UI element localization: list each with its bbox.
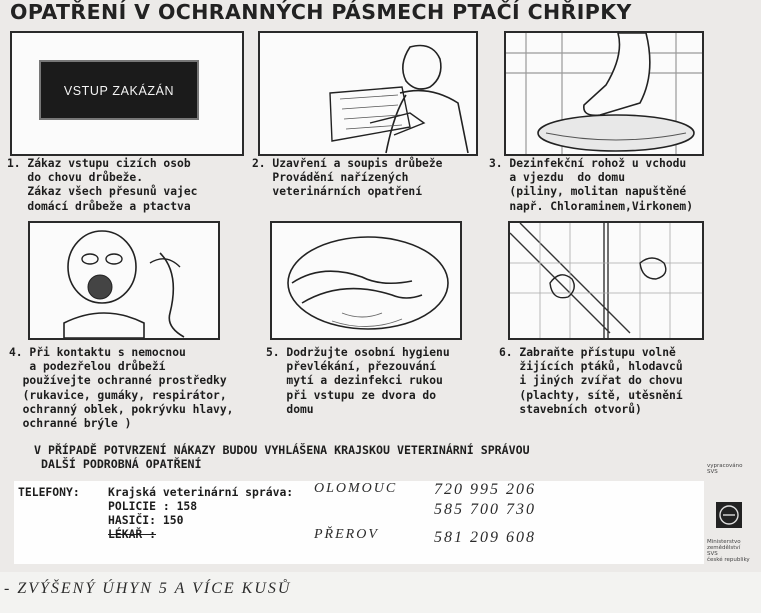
handwritten-note-area bbox=[0, 574, 761, 613]
handwritten-phone-2: 585 700 730 bbox=[434, 501, 536, 518]
bird-barrier-illustration bbox=[510, 223, 702, 338]
fire-number: HASIČI: 150 bbox=[108, 513, 184, 527]
handwritten-note: - ZVÝŠENÝ ÚHYN 5 A VÍCE KUSŮ bbox=[4, 580, 292, 597]
handwritten-phone-1: 720 995 206 bbox=[434, 481, 536, 498]
hand-washing-illustration bbox=[272, 223, 460, 338]
agency-logo-icon bbox=[715, 501, 743, 529]
man-writing-illustration bbox=[260, 33, 476, 154]
agency-sidebar bbox=[707, 463, 755, 571]
caption-3: 3. Dezinfekční rohož u vchodu a vjezdu do domu (piliny, molitan napuštěné např. Chloraminem,Virkonem) bbox=[489, 157, 694, 213]
panel-bird-barrier bbox=[508, 221, 704, 340]
caption-5: 5. Dodržujte osobní hygienu převlékání, přezouvání mytí a dezinfekci rukou při vstupu ze dvora do domu bbox=[266, 346, 450, 416]
contacts-box bbox=[14, 481, 704, 564]
panel-disinfection-mat bbox=[504, 31, 704, 156]
doctor-label: LÉKAŘ : bbox=[108, 527, 157, 541]
notice-text: V PŘÍPADĚ POTVRZENÍ NÁKAZY BUDOU VYHLÁŠENA KRAJSKOU VETERINÁRNÍ SPRÁVOU DALŠÍ PODROBNÁ OPATŘENÍ bbox=[34, 443, 530, 471]
phones-label: TELEFONY: bbox=[18, 485, 80, 499]
panel-protective-gear bbox=[28, 221, 220, 340]
poster-title: OPATŘENÍ V OCHRANNÝCH PÁSMECH PTAČÍ CHŘIPKY bbox=[10, 0, 632, 24]
panel-hygiene bbox=[270, 221, 462, 340]
handwritten-city-2: PŘEROV bbox=[314, 527, 379, 542]
sidebar-bottom-text: Ministerstvo zemědělství SVS české republiky bbox=[707, 539, 750, 563]
no-entry-illustration bbox=[12, 33, 242, 154]
sign-text: VSTUP ZAKÁZÁN bbox=[63, 84, 175, 98]
caption-4: 4. Při kontaktu s nemocnou a podezřelou drůbeží používejte ochranné prostředky (rukavice, gumáky, respirátor, ochranný oblek, pokrývku hlavy, ochranné brýle ) bbox=[9, 346, 234, 431]
caption-6: 6. Zabraňte přístupu volně žijících ptáků, hlodavců i jiných zvířat do chovu (plachty, sítě, utěsnění stavebních otvorů) bbox=[499, 346, 683, 416]
sidebar-top-text: vypracováno SVS bbox=[707, 463, 743, 475]
protective-gear-illustration bbox=[30, 223, 218, 338]
panel-inventory bbox=[258, 31, 478, 156]
police-number: POLICIE : 158 bbox=[108, 499, 198, 513]
handwritten-city-1: OLOMOUC bbox=[314, 481, 398, 496]
panel-no-entry bbox=[10, 31, 244, 156]
caption-1: 1. Zákaz vstupu cizích osob do chovu drůbeže. Zákaz všech přesunů vajec domácí drůbeže a ptactva bbox=[7, 157, 198, 213]
caption-2: 2. Uzavření a soupis drůbeže Provádění nařízených veterinárních opatření bbox=[252, 157, 443, 199]
handwritten-phone-3: 581 209 608 bbox=[434, 529, 536, 546]
disinfection-mat-illustration bbox=[506, 33, 702, 154]
vet-label: Krajská veterinární správa: bbox=[108, 485, 294, 499]
